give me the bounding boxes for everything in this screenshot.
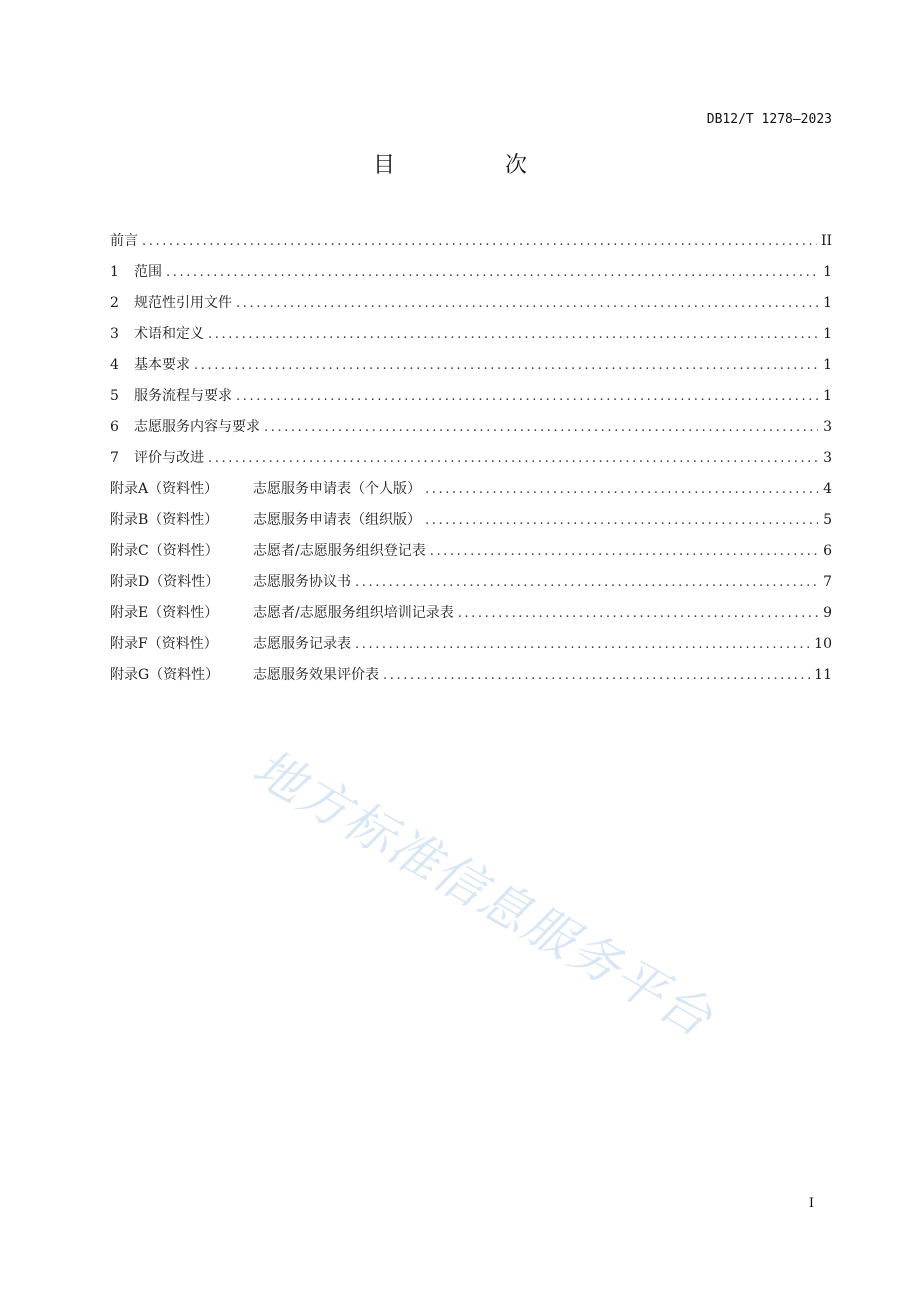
toc-annex-label: 附录C（资料性）: [110, 543, 219, 559]
toc-entry-page: 3: [823, 450, 832, 466]
toc-leader-dots: [425, 513, 818, 528]
toc-entry-page: 7: [823, 574, 832, 590]
toc-leader-dots: [208, 451, 818, 466]
toc-entry-annex[interactable]: [110, 633, 832, 664]
toc-leader-dots: [236, 296, 818, 311]
toc-entry-section[interactable]: [110, 447, 832, 478]
toc-annex-label: 附录B（资料性）: [110, 512, 219, 528]
toc-annex-label: 附录E（资料性）: [110, 605, 219, 621]
toc-entry-annex[interactable]: [110, 571, 832, 602]
toc-entry-number: 7: [110, 450, 119, 466]
toc-leader-dots: [166, 265, 818, 280]
toc-leader-dots: [383, 668, 810, 683]
toc-entry-label: 范围: [134, 264, 162, 280]
toc-annex-label: 附录F（资料性）: [110, 636, 218, 652]
toc-entry-label: 基本要求: [134, 357, 190, 373]
toc-entry-page: 1: [823, 264, 832, 280]
toc-entry-annex[interactable]: [110, 540, 832, 571]
toc-entry-page: II: [820, 233, 832, 249]
toc-entry-page: 1: [823, 357, 832, 373]
toc-entry-number: 3: [110, 326, 119, 342]
toc-entry-number: 2: [110, 295, 119, 311]
toc-entry-label: 前言: [110, 233, 138, 249]
toc-entry-label: 志愿服务申请表（个人版）: [253, 481, 421, 497]
toc-entry-label: 志愿者/志愿服务组织培训记录表: [253, 605, 454, 621]
footer-page-number: I: [808, 1196, 814, 1211]
toc-leader-dots: [142, 234, 817, 249]
toc-annex-label: 附录D（资料性）: [110, 574, 220, 590]
toc-leader-dots: [430, 544, 818, 559]
toc-entry-page: 3: [823, 419, 832, 435]
page-title: 目 次: [372, 153, 571, 178]
toc-entry-number: 6: [110, 419, 119, 435]
toc-annex-label: 附录A（资料性）: [110, 481, 219, 497]
toc-leader-dots: [458, 606, 818, 621]
toc-annex-label: 附录G（资料性）: [110, 667, 220, 683]
toc-entry-annex[interactable]: [110, 602, 832, 633]
toc-leader-dots: [208, 327, 818, 342]
toc-leader-dots: [194, 358, 818, 373]
toc-entry-label: 服务流程与要求: [134, 388, 232, 404]
toc-entry-section[interactable]: [110, 354, 832, 385]
toc-entry-label: 志愿服务效果评价表: [253, 667, 379, 683]
toc-entry-label: 术语和定义: [134, 326, 204, 342]
toc-leader-dots: [355, 637, 810, 652]
toc-entry-page: 11: [814, 667, 832, 683]
toc-leader-dots: [236, 389, 818, 404]
toc-entry-page: 1: [823, 388, 832, 404]
toc-entry-number: 1: [110, 264, 119, 280]
toc-entry-label: 志愿者/志愿服务组织登记表: [253, 543, 426, 559]
toc-entry-page: 5: [823, 512, 832, 528]
toc-leader-dots: [425, 482, 818, 497]
toc-entry-section[interactable]: [110, 261, 832, 292]
toc-entry-page: 1: [823, 326, 832, 342]
toc-entry-label: 规范性引用文件: [134, 295, 232, 311]
toc-entry-page: 6: [823, 543, 832, 559]
table-of-contents: [110, 230, 832, 695]
toc-entry-page: 1: [823, 295, 832, 311]
toc-entry-number: 5: [110, 388, 119, 404]
toc-leader-dots: [355, 575, 818, 590]
toc-entry-annex[interactable]: [110, 478, 832, 509]
toc-entry-label: 志愿服务申请表（组织版）: [253, 512, 421, 528]
toc-entry-number: 4: [110, 357, 119, 373]
document-code: DB12/T 1278—2023: [706, 112, 832, 127]
toc-entry-label: 志愿服务内容与要求: [134, 419, 260, 435]
toc-entry-section[interactable]: [110, 385, 832, 416]
toc-entry-label: 志愿服务协议书: [253, 574, 351, 590]
toc-entry-section[interactable]: [110, 292, 832, 323]
toc-entry-page: 9: [823, 605, 832, 621]
toc-entry-annex[interactable]: [110, 664, 832, 695]
toc-entry-section[interactable]: [110, 323, 832, 354]
toc-entry-label: 评价与改进: [134, 450, 204, 466]
toc-entry-label: 志愿服务记录表: [253, 636, 351, 652]
toc-entry-page: 4: [823, 481, 832, 497]
toc-entry-annex[interactable]: [110, 509, 832, 540]
watermark-text: 地方标准信息服务平台: [243, 738, 723, 1049]
toc-entry-section[interactable]: [110, 416, 832, 447]
toc-leader-dots: [264, 420, 818, 435]
toc-entry-page: 10: [814, 636, 832, 652]
toc-entry-foreword[interactable]: [110, 230, 832, 261]
